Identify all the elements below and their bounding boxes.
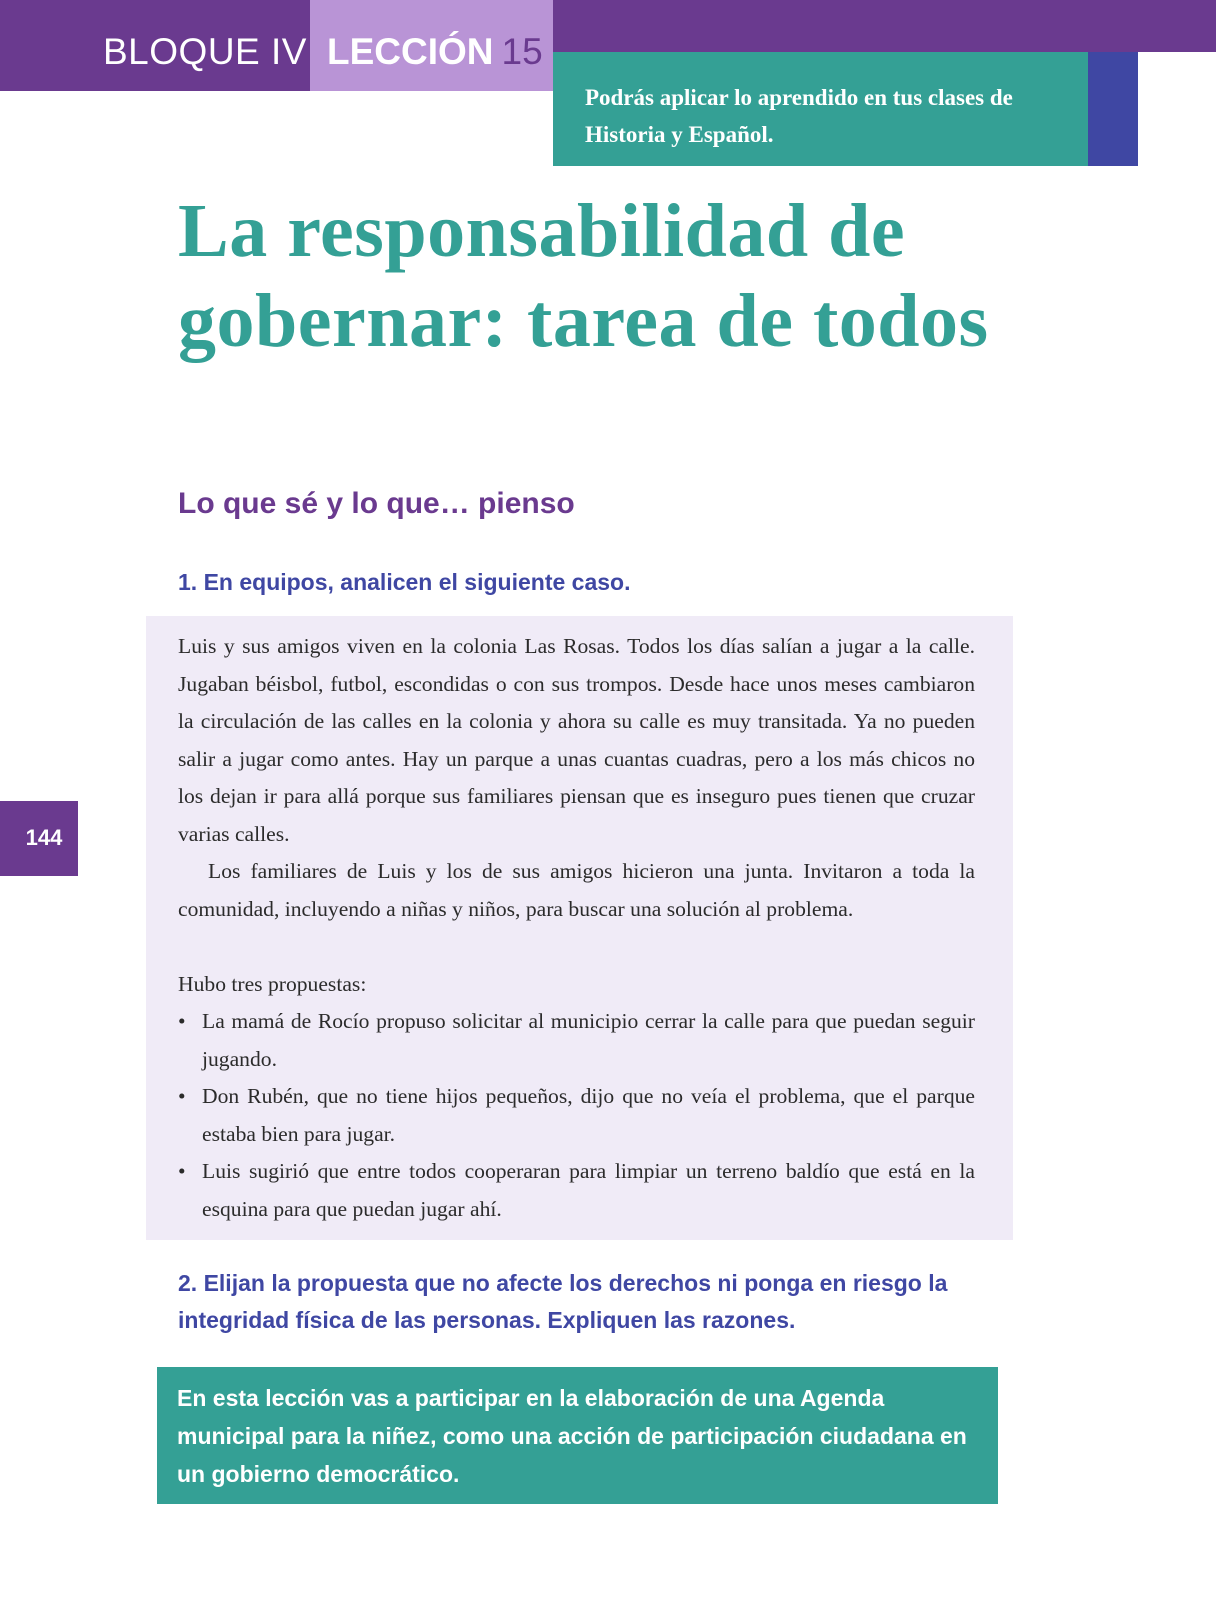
proposals-list xyxy=(178,1003,975,1228)
case-text xyxy=(178,628,975,1228)
proposal-text: Don Rubén, que no tiene hijos pequeños, dijo que no veía el problema, que el parque estaba bien para jugar. xyxy=(202,1084,975,1146)
case-paragraph-1: Luis y sus amigos viven en la colonia Las Rosas. Todos los días salían a jugar a la calle. Jugaban béisbol, futbol, escondidas o con sus trompos. Desde hace unos meses cambiaron la circulación de las calles en la colonia y ahora su calle es muy transitada. Ya no pueden salir a jugar como antes. Hay un parque a unas cuantas cuadras, pero a los más chicos no los dejan ir para allá porque sus familiares piensan que es inseguro pues tienen que cruzar varias calles. xyxy=(178,634,975,846)
leccion-label xyxy=(327,30,543,74)
bloque-tab xyxy=(0,0,310,91)
paragraph-gap xyxy=(178,928,975,966)
lesson-goal-text: En esta lección vas a participar en la elaboración de una Agenda municipal para la niñez, como una acción de participación ciudadana en un gobierno democrático. xyxy=(177,1385,967,1487)
proposal-text: La mamá de Rocío propuso solicitar al municipio cerrar la calle para que puedan seguir jugando. xyxy=(202,1009,975,1071)
activity-step-2: 2. Elijan la propuesta que no afecte los derechos ni ponga en riesgo la integridad física de las personas. Expliquen las razones. xyxy=(178,1270,948,1333)
subject-note-box xyxy=(553,52,1088,166)
proposal-text: Luis sugirió que entre todos cooperaran para limpiar un terreno baldío que está en la esquina para que puedan jugar ahí. xyxy=(202,1159,975,1221)
subject-accent-bar xyxy=(1088,52,1138,166)
leccion-word: LECCIÓN xyxy=(327,31,494,72)
case-box xyxy=(146,616,1013,1240)
leccion-number: 15 xyxy=(501,31,543,72)
case-paragraph-2: Los familiares de Luis y los de sus amigos hicieron una junta. Invitaron a toda la comunidad, incluyendo a niñas y niños, para buscar una solución al problema. xyxy=(178,859,975,921)
proposals-intro: Hubo tres propuestas: xyxy=(178,971,367,996)
bullet-icon: • xyxy=(178,1009,186,1033)
leccion-tab xyxy=(310,0,553,91)
bloque-label: BLOQUE IV xyxy=(103,31,307,72)
list-item xyxy=(178,1003,975,1078)
lesson-title: La responsabilidad de gobernar: tarea de todos xyxy=(178,189,989,363)
list-item xyxy=(178,1153,975,1228)
bullet-icon: • xyxy=(178,1159,186,1183)
page-number: 144 xyxy=(25,825,63,850)
subject-note: Podrás aplicar lo aprendido en tus clases de Historia y Español. xyxy=(585,85,1013,147)
list-item xyxy=(178,1078,975,1153)
activity-step-1: 1. En equipos, analicen el siguiente caso. xyxy=(178,569,631,595)
bullet-icon: • xyxy=(178,1084,186,1108)
lesson-goal-box xyxy=(157,1367,998,1504)
section-heading: Lo que sé y lo que… pienso xyxy=(178,487,575,520)
page-number-tab xyxy=(0,801,78,876)
